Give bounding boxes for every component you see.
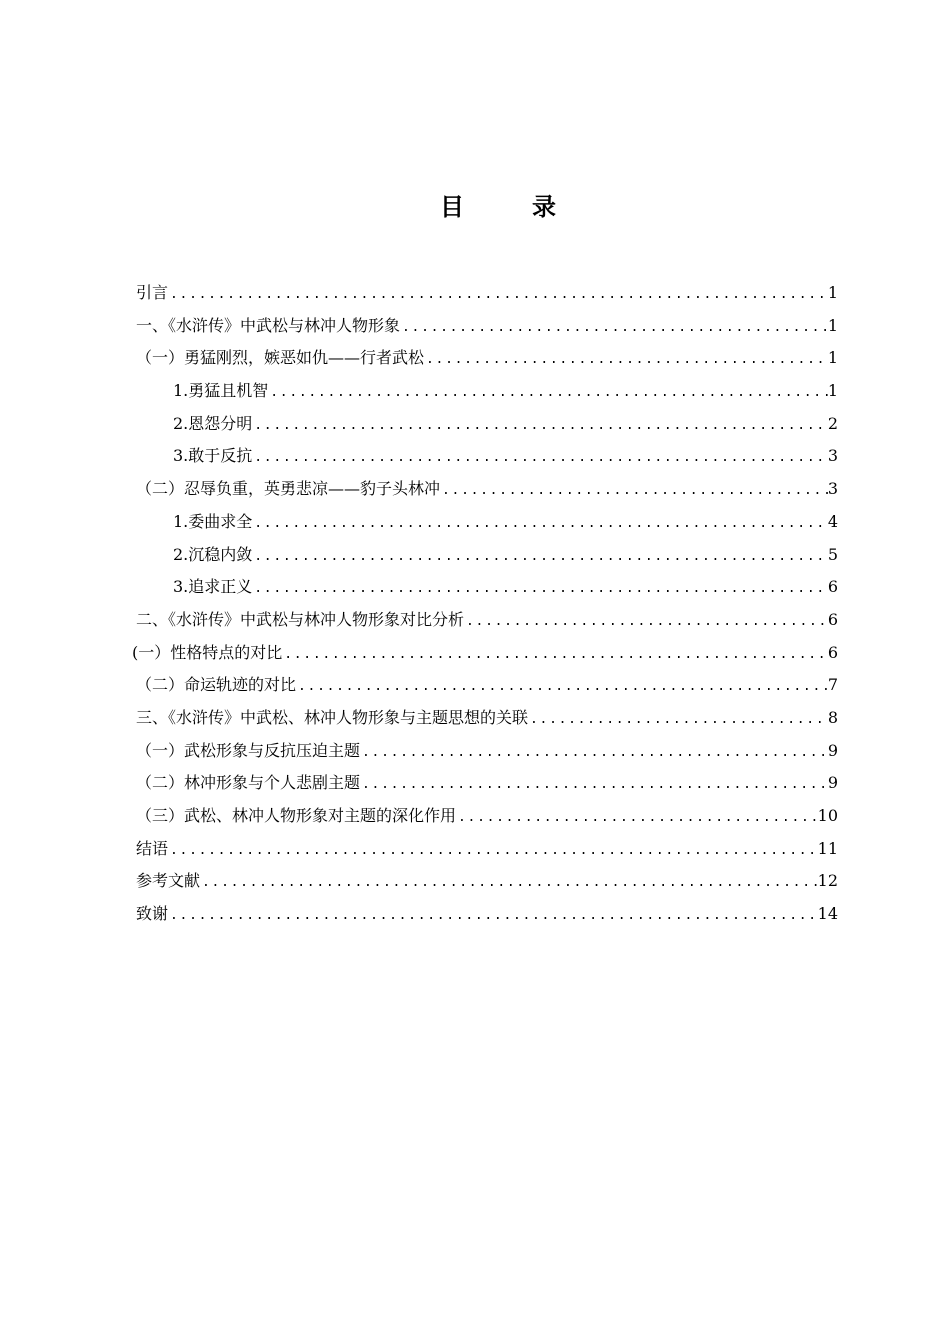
toc-entry-label: 致谢 bbox=[136, 904, 169, 924]
page-title: 目 录 bbox=[440, 193, 578, 221]
toc-entry-section-2-2[interactable] bbox=[136, 669, 838, 702]
dot-leader bbox=[440, 475, 828, 508]
toc-entry-label: （一）勇猛刚烈，嫉恶如仇——行者武松 bbox=[136, 348, 425, 368]
toc-entry-label: 参考文献 bbox=[136, 871, 201, 891]
toc-entry-label: 一、《水浒传》中武松与林冲人物形象 bbox=[136, 315, 401, 335]
dot-leader bbox=[252, 442, 828, 475]
toc-entry-section-3-2[interactable] bbox=[136, 767, 838, 800]
dot-leader bbox=[252, 573, 828, 606]
toc-page-number: 3 bbox=[827, 446, 838, 466]
table-of-contents bbox=[132, 277, 838, 931]
toc-entry-label: （二）忍辱负重，英勇悲凉——豹子头林冲 bbox=[136, 479, 441, 499]
toc-page-number: 9 bbox=[827, 773, 838, 793]
toc-page-number: 1 bbox=[827, 381, 838, 401]
dot-leader bbox=[296, 671, 828, 704]
toc-page-number: 1 bbox=[827, 315, 838, 335]
dot-leader bbox=[360, 769, 828, 802]
toc-page-number: 10 bbox=[817, 806, 838, 825]
toc-entry-label: （二）林冲形象与个人悲剧主题 bbox=[136, 773, 361, 793]
toc-entry-acknowledgements[interactable] bbox=[136, 898, 838, 931]
dot-leader bbox=[464, 606, 828, 639]
toc-page-number: 4 bbox=[827, 511, 838, 531]
toc-page-number: 9 bbox=[827, 740, 838, 760]
toc-page-number: 1 bbox=[827, 348, 838, 368]
toc-entry-label: 3.追求正义 bbox=[173, 577, 253, 597]
toc-entry-label: 引言 bbox=[136, 283, 169, 302]
toc-entry-label: 1.委曲求全 bbox=[173, 511, 253, 531]
toc-entry-section-3-1[interactable] bbox=[136, 735, 838, 768]
toc-entry-label: (一）性格特点的对比 bbox=[132, 642, 283, 662]
dot-leader bbox=[424, 344, 828, 377]
toc-page-number: 2 bbox=[827, 413, 838, 433]
toc-entry-label: 结语 bbox=[136, 838, 169, 858]
toc-entry-label: 二、《水浒传》中武松与林冲人物形象对比分析 bbox=[136, 609, 465, 629]
dot-leader bbox=[200, 867, 818, 900]
toc-entry-section-1-2-1[interactable] bbox=[136, 506, 838, 539]
toc-page-number: 11 bbox=[817, 838, 838, 858]
dot-leader bbox=[168, 835, 818, 868]
dot-leader bbox=[528, 704, 828, 737]
dot-leader bbox=[268, 377, 828, 410]
toc-page-number: 14 bbox=[817, 904, 838, 924]
dot-leader bbox=[282, 639, 828, 672]
toc-entry-section-3[interactable] bbox=[136, 702, 838, 735]
toc-page-number: 7 bbox=[827, 675, 838, 695]
toc-entry-section-1-2-2[interactable] bbox=[136, 539, 838, 572]
dot-leader bbox=[456, 802, 818, 835]
toc-entry-references[interactable] bbox=[136, 865, 838, 898]
toc-page-number: 6 bbox=[827, 609, 838, 629]
toc-entry-label: 3.敢于反抗 bbox=[173, 446, 253, 466]
toc-page-number: 5 bbox=[827, 544, 838, 564]
dot-leader bbox=[360, 737, 828, 770]
toc-page-number: 3 bbox=[827, 479, 838, 499]
dot-leader bbox=[252, 410, 828, 443]
toc-entry-section-1-1-1[interactable] bbox=[136, 375, 838, 408]
toc-page-number: 8 bbox=[827, 707, 838, 727]
toc-entry-section-3-3[interactable] bbox=[136, 800, 838, 833]
toc-page-number: 1 bbox=[827, 283, 838, 302]
toc-entry-label: （二）命运轨迹的对比 bbox=[136, 675, 297, 695]
toc-entry-label: 1.勇猛且机智 bbox=[173, 381, 269, 401]
toc-entry-section-1[interactable] bbox=[136, 310, 838, 343]
toc-page-number: 12 bbox=[817, 871, 838, 891]
toc-entry-conclusion[interactable] bbox=[136, 833, 838, 866]
toc-entry-section-1-2-3[interactable] bbox=[136, 571, 838, 604]
dot-leader bbox=[400, 312, 828, 345]
toc-page-number: 6 bbox=[827, 577, 838, 597]
dot-leader bbox=[252, 541, 828, 574]
dot-leader bbox=[252, 508, 828, 541]
toc-entry-label: 2.恩怨分明 bbox=[173, 413, 253, 433]
toc-entry-section-1-1-2[interactable] bbox=[136, 408, 838, 441]
toc-entry-introduction[interactable] bbox=[136, 277, 838, 310]
toc-entry-label: 三、《水浒传》中武松、林冲人物形象与主题思想的关联 bbox=[136, 707, 529, 727]
toc-entry-label: 2.沉稳内敛 bbox=[173, 544, 253, 564]
dot-leader bbox=[168, 900, 818, 933]
toc-entry-label: （一）武松形象与反抗压迫主题 bbox=[136, 740, 361, 760]
toc-entry-section-2-1[interactable] bbox=[132, 637, 838, 670]
toc-entry-section-1-1-3[interactable] bbox=[136, 440, 838, 473]
toc-entry-section-2[interactable] bbox=[136, 604, 838, 637]
dot-leader bbox=[168, 279, 828, 312]
toc-entry-label: （三）武松、林冲人物形象对主题的深化作用 bbox=[136, 806, 457, 825]
toc-entry-section-1-2[interactable] bbox=[136, 473, 838, 506]
toc-entry-section-1-1[interactable] bbox=[136, 342, 838, 375]
toc-page-number: 6 bbox=[827, 642, 838, 662]
